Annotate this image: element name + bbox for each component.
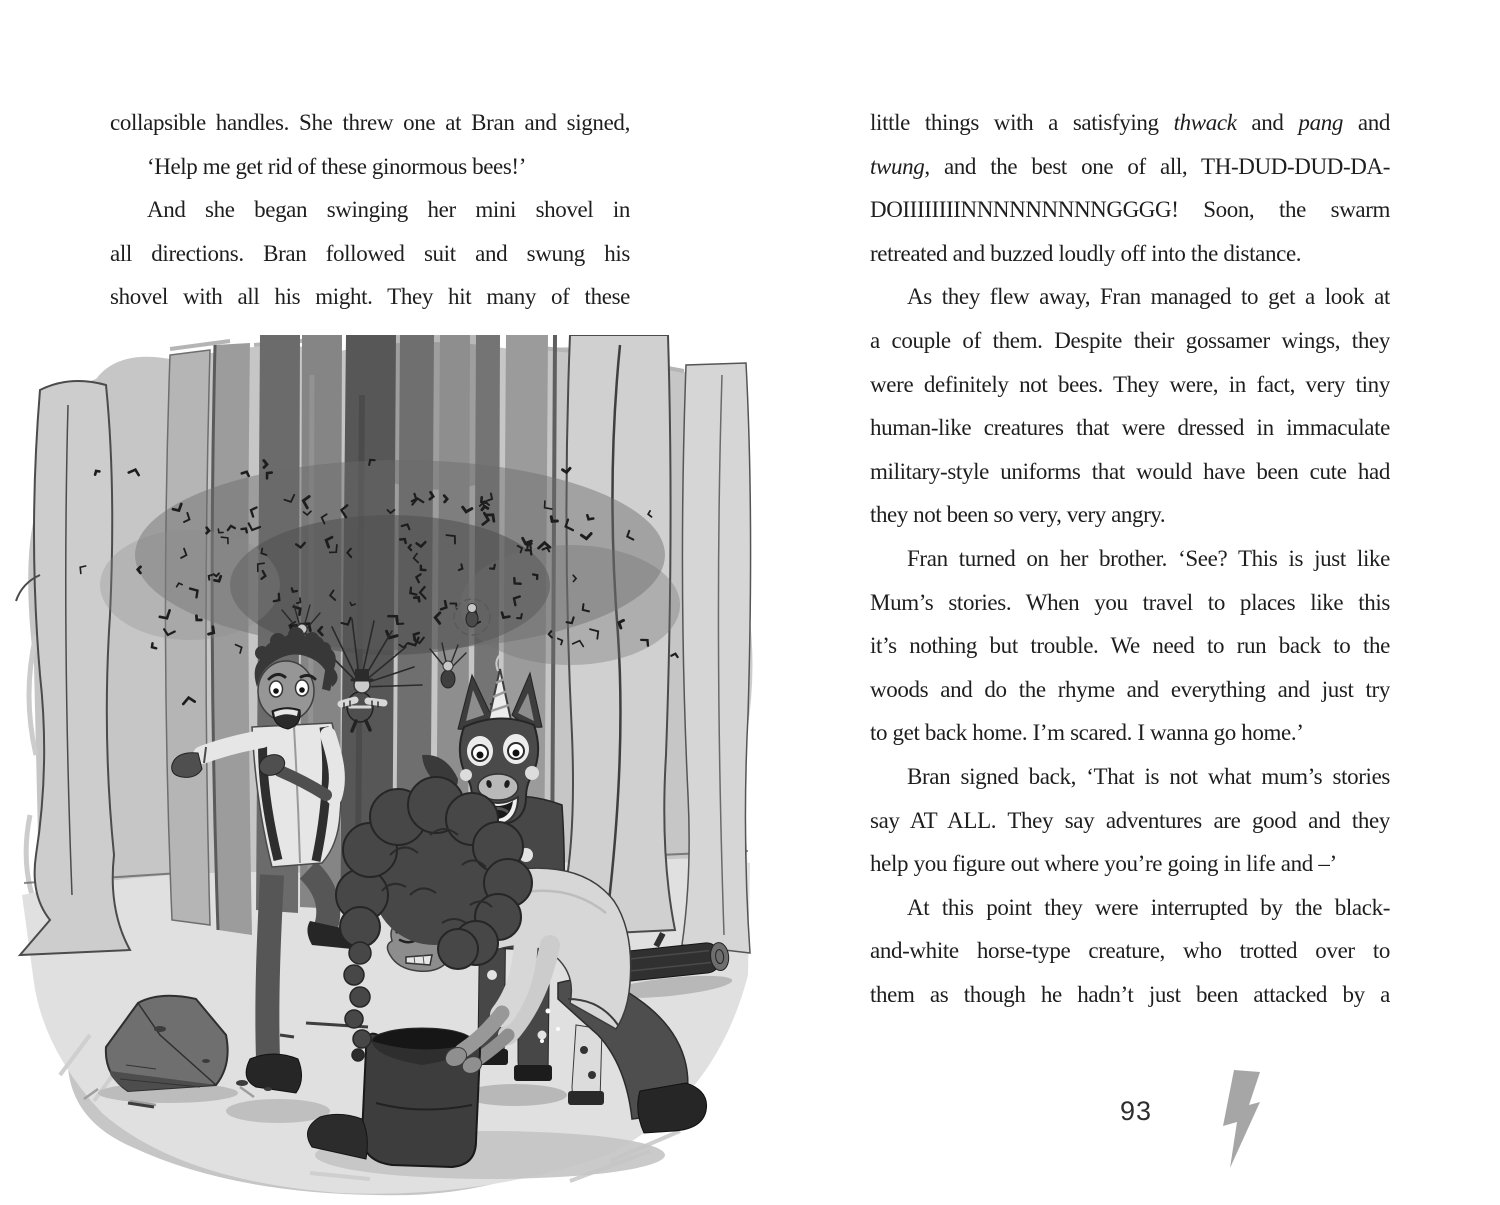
text-line — [870, 450, 1390, 494]
text-run: them as though he hadn’t just been attacked by a — [870, 981, 1390, 1007]
italic-text-run: thwack — [1173, 110, 1237, 135]
text-line — [870, 406, 1390, 450]
text-run: it’s nothing but trouble. We need to run back to the — [870, 633, 1390, 659]
text-line — [870, 188, 1390, 232]
lightning-bolt-icon — [1222, 1070, 1266, 1168]
text-run: woods and do the rhyme and everything and just try — [870, 676, 1390, 702]
text-run: and-white horse-type creature, who trotted over to — [870, 938, 1390, 964]
text-line — [870, 319, 1390, 363]
text-run: little things with a satisfying — [870, 110, 1174, 135]
text-line — [110, 188, 630, 232]
page-number: 93 — [1119, 1096, 1153, 1126]
left-page-text — [110, 101, 630, 319]
text-line — [870, 711, 1390, 755]
text-line — [870, 842, 1390, 886]
right-page-text — [870, 101, 1390, 1016]
text-line — [870, 275, 1390, 319]
italic-text-run: pang — [1298, 110, 1343, 135]
forest-illustration-svg — [10, 335, 760, 1200]
text-run: were definitely not bees. They were, in fact, very tiny — [870, 371, 1390, 397]
text-run: and — [1236, 110, 1299, 135]
text-line — [110, 275, 630, 319]
text-run: to get back home. I’m scared. I wanna go home.’ — [870, 720, 1304, 746]
text-line — [870, 624, 1390, 668]
text-run: And she began swinging her mini shovel in — [147, 197, 630, 223]
text-line — [870, 145, 1390, 189]
text-line — [870, 581, 1390, 625]
text-run: collapsible handles. She threw one at Bran and signed, — [110, 110, 630, 135]
text-line — [870, 755, 1390, 799]
italic-text-run: twung — [870, 153, 925, 179]
text-run: ‘Help me get rid of these ginormous bees!’ — [147, 153, 526, 179]
text-line — [870, 363, 1390, 407]
text-run: all directions. Bran followed suit and swung his — [110, 240, 630, 266]
text-run: As they flew away, Fran managed to get a look at — [907, 284, 1390, 310]
text-line — [870, 886, 1390, 930]
girl-gritted-teeth — [406, 955, 432, 965]
text-line — [870, 232, 1390, 276]
text-line — [870, 101, 1390, 145]
text-line — [870, 493, 1390, 537]
text-run: say AT ALL. They say adventures are good and they — [870, 807, 1390, 833]
text-run: military-style uniforms that would have been cute had — [870, 458, 1390, 484]
text-run: a couple of them. Despite their gossamer wings, they — [870, 327, 1390, 353]
text-run: Bran signed back, ‘That is not what mum’s stories — [907, 763, 1390, 789]
text-run: Mum’s stories. When you travel to places like this — [870, 589, 1390, 615]
text-run: , and the best one of all, TH-DUD-DUD-DA- — [924, 153, 1390, 179]
text-run: help you figure out where you’re going in life and –’ — [870, 851, 1337, 877]
text-line — [870, 668, 1390, 712]
text-run: shovel with all his might. They hit many of these — [110, 284, 630, 310]
text-run: DOIIIIIIIINNNNNNNNNGGGG! Soon, the swarm — [870, 197, 1390, 223]
text-run: At this point they were interrupted by the black- — [907, 894, 1390, 920]
text-line — [110, 145, 630, 189]
text-line — [870, 537, 1390, 581]
text-line — [870, 973, 1390, 1017]
girl-boot — [638, 1083, 707, 1133]
forest-illustration — [10, 335, 760, 1200]
text-run: human-like creatures that were dressed in immaculate — [870, 415, 1390, 441]
text-run: retreated and buzzed loudly off into the distance. — [870, 240, 1302, 266]
boy-shadow — [226, 1099, 330, 1123]
text-run: Fran turned on her brother. ‘See? This is just like — [907, 545, 1390, 571]
text-run: they not been so very, very angry. — [870, 502, 1166, 528]
text-line — [110, 232, 630, 276]
text-line — [870, 799, 1390, 843]
text-run: and — [1343, 110, 1390, 135]
text-line — [870, 929, 1390, 973]
text-line — [110, 101, 630, 145]
